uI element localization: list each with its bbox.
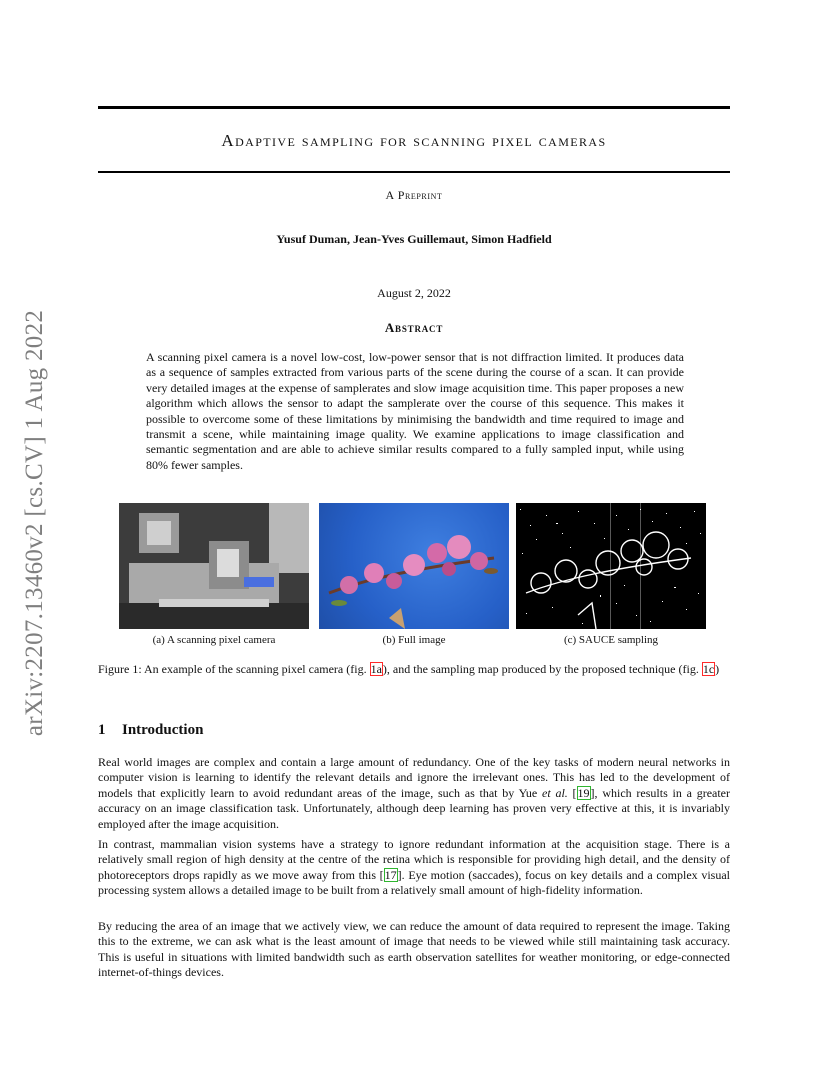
figure-1c-subcaption: (c) SAUCE sampling	[563, 634, 659, 646]
author-list: Yusuf Duman, Jean-Yves Guillemaut, Simon Hadfield	[276, 232, 552, 246]
intro-paragraph-2: In contrast, mammalian vision systems have a strategy to ignore redundant information at the acquisition stage. There is a relatively small region of high density at the centre of the retina which is responsible for providing high detail, and the density of photoreceptors drops rapidly as we move away from this [17]. Eye motion (saccades), focus on key details and a complex visual processing system allows a detailed image to be built from a relatively small amount of high-fidelity information.	[98, 837, 730, 898]
figure-1a-reference-link[interactable]: 1a	[370, 662, 382, 676]
intro-p1-text-end: , which results in a greater accuracy on an image classification task. Unfortunately, although deep learning has proven very effective at this, it is invariably employed after the image acquisition.	[98, 785, 730, 831]
abstract-heading: Abstract	[384, 320, 444, 335]
title-rule-top	[98, 106, 730, 109]
preprint-label: A Preprint	[385, 188, 443, 202]
figure-1a-camera-photo	[119, 503, 309, 629]
paper-title: Adaptive sampling for scanning pixel cameras	[221, 131, 607, 150]
caption-text-middle: ), and the sampling map produced by the proposed technique (fig.	[382, 662, 699, 676]
intro-p2-text-end: . Eye motion (saccades), focus on key details and a complex visual processing system allows a detailed image to be built from a relatively small amount of high-fidelity information.	[98, 867, 730, 898]
citation-19-link[interactable]: 19	[577, 785, 590, 800]
caption-text-end: )	[715, 662, 720, 676]
title-rule-bottom	[98, 171, 730, 173]
intro-p2-text-start: In contrast, mammalian vision systems have a strategy to ignore redundant information at the acquisition stage. There is a relatively small region of high density at the centre of the retina which is responsible for providing high detail, and the density of photoreceptors drops rapidly as we move away from this	[98, 837, 730, 882]
section-title: Introduction	[122, 722, 204, 738]
intro-paragraph-1: Real world images are complex and contain a large amount of redundancy. One of the key tasks of modern neural networks in computer vision is learning to identify the relevant details and ignore the irrelevant ones. This has led to the development of models that explicitly learn to avoid redundant areas of the image, such as that by Yue et al. [19], which results in a greater accuracy on an image classification task. Unfortunately, although deep learning has proven very effective at this, it is invariably employed after the image acquisition.	[98, 755, 730, 831]
section-number: 1	[98, 722, 106, 738]
figure-1b-full-image	[319, 503, 509, 629]
abstract-text: A scanning pixel camera is a novel low-cost, low-power sensor that is not diffraction limited. It produces data as a sequence of samples extracted from various parts of the scene during the course of a scan. It can provide very detailed images at the expense of samplerates and slow image acquisition time. This paper proposes a new algorithm which allows the sensor to adapt the samplerate over the course of this sequence. This makes it possible to overcome some of these limitations by minimising the bandwidth and time required to image and transmit a scene, while maintaining image quality. We examine applications to image classification and semantic segmentation and are able to achieve similar results compared to a fully sampled input, while using 80% fewer samples.	[146, 350, 684, 472]
figure-1c-sampling-map	[516, 503, 706, 629]
figure-1c-reference-link[interactable]: 1c	[702, 662, 715, 676]
publication-date: August 2, 2022	[377, 286, 451, 300]
intro-p1-et-al: et al.	[542, 785, 568, 800]
caption-text-start: Figure 1: An example of the scanning pixel camera (fig.	[98, 662, 367, 676]
intro-p1-text-start: Real world images are complex and contain a large amount of redundancy. One of the key tasks of modern neural networks in computer vision is learning to identify the relevant details and ignore the irrelevant ones. This has led to the development of models that explicitly learn to avoid redundant areas of the image, such as that by Yue	[98, 755, 730, 800]
figure-1b-subcaption: (b) Full image	[382, 634, 446, 646]
arxiv-side-stamp-text: arXiv:2207.13460v2 [cs.CV] 1 Aug 2022	[21, 309, 49, 737]
section-heading-introduction	[98, 722, 730, 739]
citation-17-link[interactable]: 17	[384, 867, 397, 882]
figure-1a-subcaption: (a) A scanning pixel camera	[152, 634, 276, 646]
arxiv-side-stamp	[17, 288, 53, 758]
intro-paragraph-3: By reducing the area of an image that we actively view, we can reduce the amount of data required to represent the image. Taking this to the extreme, we can ask what is the least amount of image that needs to be viewed while still maintaining task accuracy. This is useful in situations with limited bandwidth such as earth observation satellites for weather monitoring, or edge-connected internet-of-things devices.	[98, 919, 730, 980]
figure-1-caption	[98, 662, 730, 677]
